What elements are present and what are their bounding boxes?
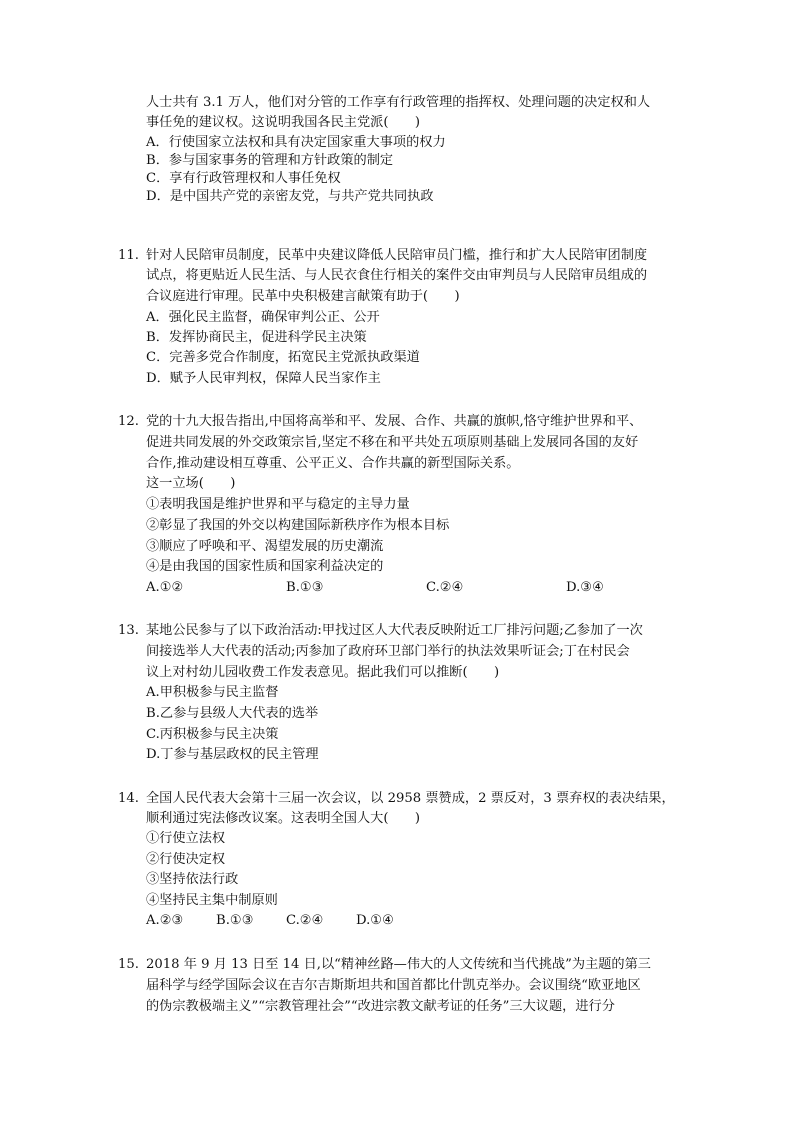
option-c: C．完善多党合作制度，拓宽民主党派执政渠道: [146, 350, 420, 365]
option-d: D.丁参与基层政权的民主管理: [146, 747, 319, 762]
question-number: 13.: [118, 623, 139, 638]
statement-item: ①表明我国是维护世界和平与稳定的主导力量: [146, 497, 410, 512]
choice-b: B.①③: [286, 580, 324, 595]
question-stem-line: 试点，将更贴近人民生活、与人民衣食住行相关的案件交由审判员与人民陪审员组成的: [146, 268, 648, 283]
choice-d: D.①④: [356, 913, 394, 928]
statement-item: ③顺应了呼唤和平、渴望发展的历史潮流: [146, 539, 384, 554]
choice-d: D.③④: [566, 580, 604, 595]
question-stem-line: 议上对村幼儿园收费工作发表意见。据此我们可以推断( ): [146, 665, 500, 680]
question-stem-line: 人士共有 3.1 万人，他们对分管的工作享有行政管理的指挥权、处理问题的决定权和人: [146, 95, 651, 110]
question-stem-line: 的伪宗教极端主义”“宗教管理社会”“改进宗教文献考证的任务”三大议题，进行分: [146, 999, 615, 1014]
question-stem-line: 间接选举人大代表的活动;丙参加了政府环卫部门举行的执法效果听证会;丁在村民会: [146, 644, 630, 659]
question-number: 12.: [118, 414, 139, 429]
option-d: D．赋予人民审判权，保障人民当家作主: [146, 371, 381, 386]
option-a: A.甲积极参与民主监督: [146, 685, 279, 700]
question-number: 11.: [118, 248, 139, 263]
choice-c: C.②④: [426, 580, 464, 595]
option-d: D．是中国共产党的亲密友党，与共产党共同执政: [146, 189, 434, 204]
statement-item: ③坚持依法行政: [146, 872, 239, 887]
question-stem-line: 事任免的建议权。这说明我国各民主党派( ): [146, 115, 421, 130]
option-b: B．发挥协商民主，促进科学民主决策: [146, 330, 367, 345]
option-b: B.乙参与县级人大代表的选举: [146, 706, 319, 721]
question-stem-line: 届科学与经学国际会议在吉尔吉斯斯坦共和国首都比什凯克举办。会议围绕“欧亚地区: [146, 978, 641, 993]
question-stem-line: 2018 年 9 月 13 日至 14 日,以“精神丝路—伟大的人文传统和当代挑战”为主题的第三: [146, 957, 651, 972]
question-stem-line: 某地公民参与了以下政治活动:甲找过区人大代表反映附近工厂排污问题;乙参加了一次: [146, 623, 643, 638]
question-stem-line: 合作,推动建设相互尊重、公平正义、合作共赢的新型国际关系。: [146, 456, 520, 471]
question-stem-line: 全国人民代表大会第十三届一次会议，以 2958 票赞成，2 票反对，3 票弃权的表决结果，: [146, 791, 675, 806]
statement-item: ①行使立法权: [146, 831, 226, 846]
choice-c: C.②④: [286, 913, 324, 928]
question-number: 14.: [118, 791, 139, 806]
option-c: C.丙积极参与民主决策: [146, 727, 279, 742]
option-b: B．参与国家事务的管理和方针政策的制定: [146, 153, 394, 168]
statement-item: ④坚持民主集中制原则: [146, 893, 278, 908]
option-a: A．强化民主监督，确保审判公正、公开: [146, 310, 380, 325]
choice-b: B.①③: [216, 913, 254, 928]
choice-a: A.②③: [146, 913, 184, 928]
statement-item: ②彰显了我国的外交以构建国际新秩序作为根本目标: [146, 518, 450, 533]
question-stem-line: 合议庭进行审理。民革中央积极建言献策有助于( ): [146, 289, 460, 304]
question-stem-line: 这一立场( ): [146, 476, 236, 491]
statement-item: ②行使决定权: [146, 852, 226, 867]
question-stem-line: 党的十九大报告指出,中国将高举和平、发展、合作、共赢的旗帜,恪守维护世界和平、: [146, 414, 643, 429]
question-stem-line: 促进共同发展的外交政策宗旨,坚定不移在和平共处五项原则基础上发展同各国的友好: [146, 435, 639, 450]
statement-item: ④是由我国的国家性质和国家利益决定的: [146, 559, 384, 574]
question-number: 15.: [118, 957, 139, 972]
question-stem-line: 针对人民陪审员制度，民革中央建议降低人民陪审员门槛，推行和扩大人民陪审团制度: [146, 248, 648, 263]
question-stem-line: 顺利通过宪法修改议案。这表明全国人大( ): [146, 811, 421, 826]
choice-a: A.①②: [146, 580, 184, 595]
option-a: A．行使国家立法权和具有决定国家重大事项的权力: [146, 135, 446, 150]
option-c: C．享有行政管理权和人事任免权: [146, 171, 341, 186]
